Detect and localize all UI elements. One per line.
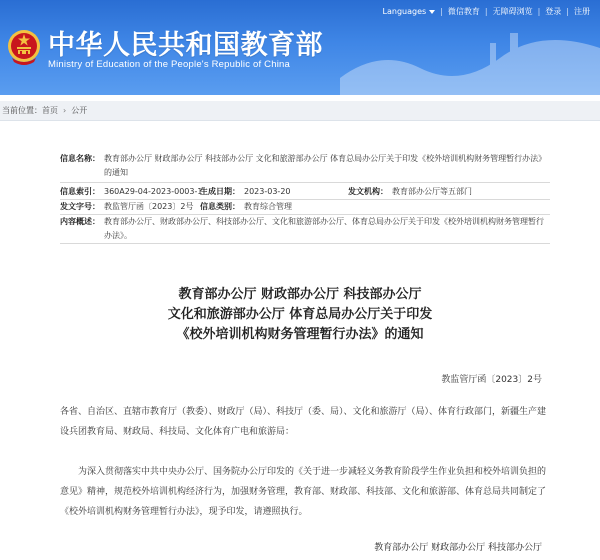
register-link[interactable]: 注册 — [574, 7, 590, 16]
info-cell — [200, 185, 348, 199]
article-signature: 教育部办公厅 财政部办公厅 科技部办公厅 — [374, 543, 542, 553]
info-label: 生成日期： — [200, 187, 240, 196]
info-label: 发文机构： — [348, 187, 388, 196]
info-value: 360A29-04-2023-0003-1 — [104, 187, 203, 196]
info-cell — [348, 185, 472, 199]
site-title-english: Ministry of Education of the People's Republic of China — [48, 59, 290, 70]
site-title[interactable]: 中华人民共和国教育部 — [48, 30, 323, 61]
accessibility-link[interactable]: 无障碍浏览 — [492, 7, 533, 16]
document-number: 教监管厅函〔2023〕2号 — [441, 375, 542, 385]
breadcrumb-separator-icon: › — [63, 106, 67, 115]
info-label: 信息名称： — [60, 154, 100, 163]
info-row-title — [60, 152, 550, 183]
info-value: 教育综合管理 — [244, 202, 292, 211]
national-emblem-icon — [6, 28, 42, 66]
top-navigation — [379, 6, 594, 17]
breadcrumb-section[interactable]: 公开 — [71, 106, 88, 115]
banner-decoration — [340, 18, 600, 95]
breadcrumb — [0, 101, 600, 121]
info-cell — [60, 200, 200, 214]
languages-label: Languages — [382, 7, 427, 16]
nav-divider: | — [537, 7, 541, 16]
info-label: 内容概述： — [60, 217, 100, 226]
info-table — [60, 152, 550, 244]
info-cell — [200, 200, 292, 214]
breadcrumb-prefix: 当前位置： — [2, 106, 42, 115]
info-row-summary — [60, 215, 550, 244]
nav-divider: | — [484, 7, 488, 16]
info-row-index — [60, 185, 550, 200]
nav-divider: | — [440, 7, 443, 16]
breadcrumb-home[interactable]: 首页 — [42, 106, 58, 115]
info-row-docno — [60, 200, 550, 215]
info-label: 信息索引： — [60, 187, 100, 196]
weibo-link[interactable]: 微信教育 — [447, 7, 480, 16]
login-link[interactable]: 登录 — [545, 7, 562, 16]
chevron-down-icon — [429, 10, 435, 14]
languages-dropdown[interactable] — [379, 7, 440, 16]
article-title-line-2: 文化和旅游部办公厅 体育总局办公厅关于印发 — [167, 307, 433, 322]
info-value: 教监管厅函〔2023〕2号 — [104, 202, 194, 211]
info-value: 教育部办公厅等五部门 — [392, 187, 472, 196]
info-label: 发文字号： — [60, 202, 100, 211]
info-value: 教育部办公厅、财政部办公厅、科技部办公厅、文化和旅游部办公厅、体育总局办公厅关于印发《校外培训机构财务管理暂行办法》。 — [104, 217, 544, 240]
nav-divider: | — [566, 7, 569, 16]
article-body: 为深入贯彻落实中共中央办公厅、国务院办公厅印发的《关于进一步减轻义务教育阶段学生作业负担和校外培训负担的意见》精神，规范校外培训机构经济行为，加强财务管理，教育部、财政部、科技部、文化和旅游部、体育总局共同制定了《校外培训机构财务管理暂行办法》，现予印发，请遵照执行。 — [60, 467, 547, 517]
article-title-line-3: 《校外培训机构财务管理暂行办法》的通知 — [176, 327, 424, 342]
info-value: 2023-03-20 — [244, 187, 291, 196]
site-header — [0, 0, 600, 95]
article-title-line-1: 教育部办公厅 财政部办公厅 科技部办公厅 — [178, 287, 422, 302]
info-value: 教育部办公厅 财政部办公厅 科技部办公厅 文化和旅游部办公厅 体育总局办公厅关于印发《校外培训机构财务管理暂行办法》的通知 — [104, 154, 547, 177]
info-cell — [60, 185, 203, 199]
info-label: 信息类别： — [200, 202, 240, 211]
article-recipients: 各省、自治区、直辖市教育厅（教委）、财政厅（局）、科技厅（委、局）、文化和旅游厅（局）、体育行政部门，新疆生产建设兵团教育局、财政局、科技局、文化体育广电和旅游局： — [60, 407, 547, 437]
